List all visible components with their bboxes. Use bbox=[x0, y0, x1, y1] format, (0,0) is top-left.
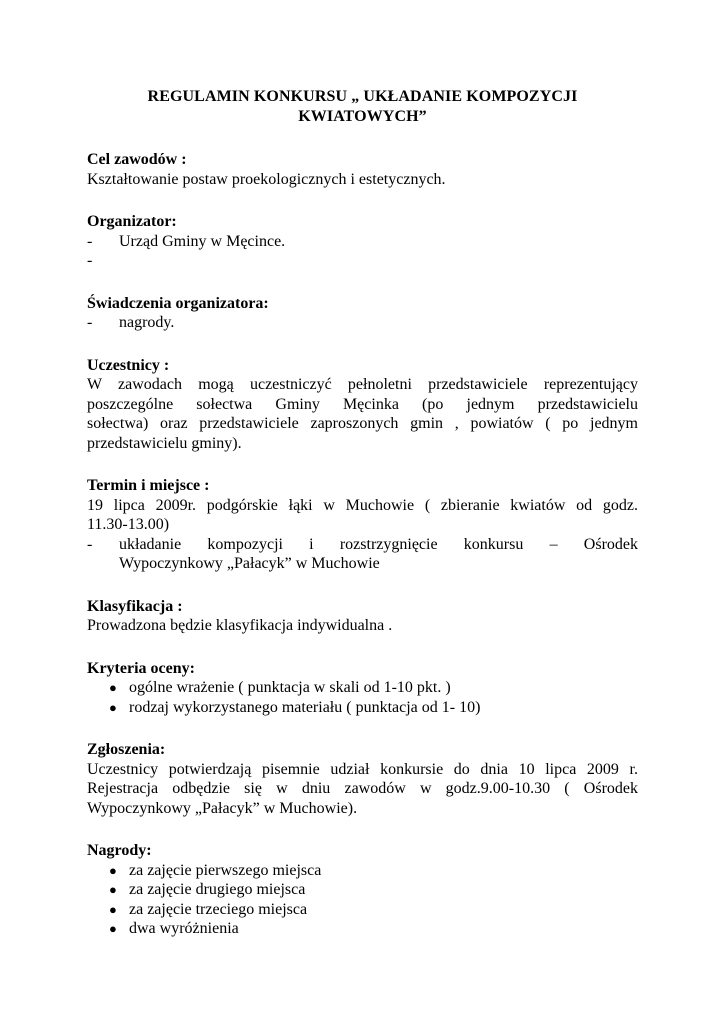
organizator-item-text: Urząd Gminy w Męcince. bbox=[119, 232, 286, 250]
cel-text: Kształtowanie postaw proekologicznych i estetycznych. bbox=[87, 170, 446, 188]
heading-termin: Termin i miejsce : bbox=[87, 477, 210, 494]
organizator-item bbox=[87, 251, 638, 271]
title-line-2: KWIATOWYCH” bbox=[298, 107, 427, 125]
list-item-text: rodzaj wykorzystanego materiału ( punktacja od 1- 10) bbox=[129, 698, 481, 716]
termin-item-line: układanie kompozycji i rozstrzygnięcie konkursu – Ośrodek bbox=[119, 535, 638, 553]
heading-zgloszenia: Zgłoszenia: bbox=[87, 741, 166, 758]
klasyfikacja-text: Prowadzona będzie klasyfikacja indywidualna . bbox=[87, 617, 393, 634]
section-swiadczenia bbox=[87, 294, 638, 333]
zgloszenia-line: Uczestnicy potwierdzają pisemnie udział konkursie do dnia 10 lipca 2009 r. bbox=[87, 760, 638, 778]
bullet-icon: ● bbox=[109, 921, 117, 936]
list-item bbox=[87, 919, 638, 939]
heading-organizator: Organizator: bbox=[87, 213, 177, 230]
section-uczestnicy bbox=[87, 356, 638, 454]
organizator-item bbox=[87, 232, 638, 252]
dash-marker: - bbox=[87, 535, 93, 553]
bullet-icon: ● bbox=[109, 882, 117, 897]
heading-uczestnicy: Uczestnicy : bbox=[87, 356, 170, 374]
bullet-icon: ● bbox=[109, 901, 117, 917]
document-title bbox=[87, 87, 638, 126]
heading-swiadczenia: Świadczenia organizatora: bbox=[87, 294, 269, 312]
section-cel bbox=[87, 150, 638, 189]
list-item bbox=[87, 900, 638, 920]
dash-marker: - bbox=[87, 232, 93, 250]
bullet-icon: ● bbox=[109, 680, 117, 695]
section-organizator bbox=[87, 212, 638, 271]
dash-marker: - bbox=[87, 314, 93, 331]
swiadczenia-item-text: nagrody. bbox=[119, 314, 175, 331]
list-item-text: za zajęcie trzeciego miejsca bbox=[129, 900, 308, 918]
termin-item bbox=[87, 535, 638, 574]
swiadczenia-item bbox=[87, 313, 638, 333]
dash-marker: - bbox=[87, 252, 93, 269]
list-item bbox=[87, 678, 638, 698]
heading-kryteria: Kryteria oceny: bbox=[87, 659, 195, 677]
list-item bbox=[87, 698, 638, 718]
uczestnicy-line: W zawodach mogą uczestniczyć pełnoletni przedstawiciele reprezentujący bbox=[87, 376, 638, 393]
section-nagrody bbox=[87, 841, 638, 939]
list-item-text: ogólne wrażenie ( punktacja w skali od 1-10 pkt. ) bbox=[129, 679, 451, 696]
termin-line: 11.30-13.00) bbox=[87, 516, 170, 533]
termin-line: 19 lipca 2009r. podgórskie łąki w Muchowie ( zbieranie kwiatów od godz. bbox=[87, 496, 638, 514]
uczestnicy-line: sołectwa) oraz przedstawiciele zaproszonych gmin , powiatów ( po jednym bbox=[87, 415, 638, 432]
list-item-text: za zajęcie drugiego miejsca bbox=[129, 881, 306, 898]
heading-klasyfikacja: Klasyfikacja : bbox=[87, 597, 183, 615]
section-klasyfikacja bbox=[87, 597, 638, 636]
heading-cel: Cel zawodów : bbox=[87, 151, 187, 168]
uczestnicy-line: poszczególne sołectwa Gminy Męcinka (po jednym przedstawicielu bbox=[87, 395, 638, 413]
section-termin bbox=[87, 476, 638, 574]
section-kryteria bbox=[87, 659, 638, 718]
title-line-1: REGULAMIN KONKURSU „ UKŁADANIE KOMPOZYCJI bbox=[147, 88, 578, 105]
uczestnicy-line: przedstawicielu gminy). bbox=[87, 434, 242, 452]
list-item bbox=[87, 861, 638, 881]
bullet-icon: ● bbox=[109, 699, 117, 715]
zgloszenia-line: Rejestracja odbędzie się w dniu zawodów w godz.9.00-10.30 ( Ośrodek bbox=[87, 780, 638, 797]
document-page bbox=[87, 87, 638, 939]
list-item bbox=[87, 880, 638, 900]
section-zgloszenia bbox=[87, 740, 638, 818]
bullet-icon: ● bbox=[109, 862, 117, 878]
termin-item-line: Wypoczynkowy „Pałacyk” w Muchowie bbox=[119, 555, 380, 572]
list-item-text: za zajęcie pierwszego miejsca bbox=[129, 861, 322, 879]
heading-nagrody: Nagrody: bbox=[87, 842, 152, 859]
zgloszenia-line: Wypoczynkowy „Pałacyk” w Muchowie). bbox=[87, 799, 358, 817]
list-item-text: dwa wyróżnienia bbox=[129, 920, 239, 937]
